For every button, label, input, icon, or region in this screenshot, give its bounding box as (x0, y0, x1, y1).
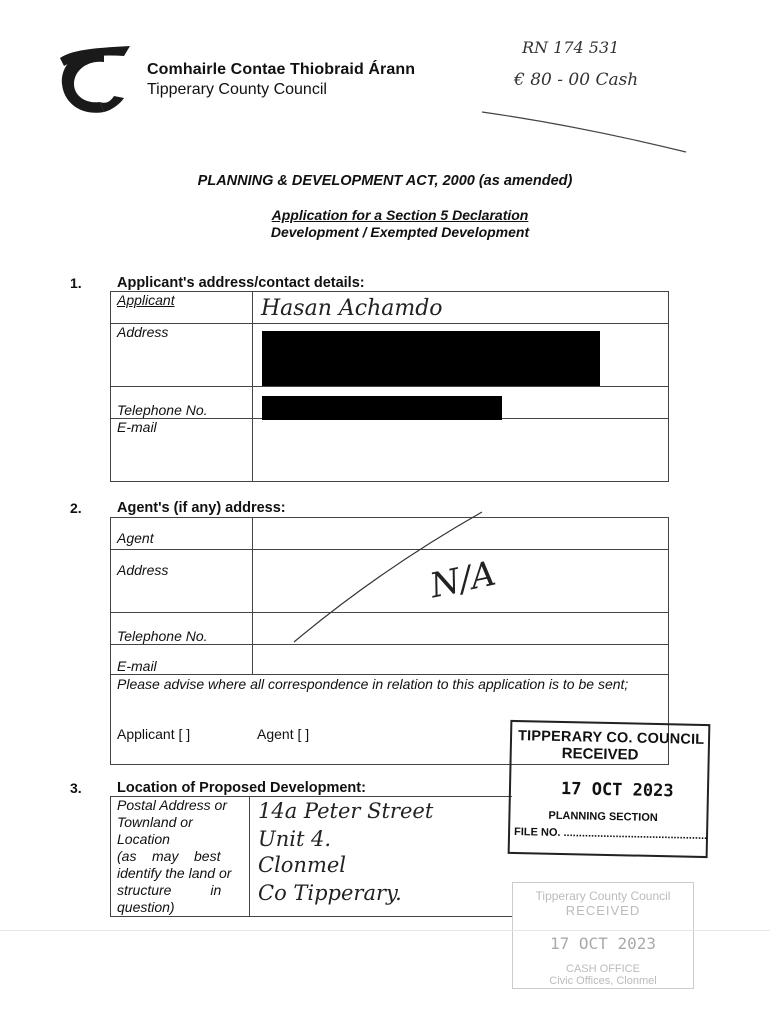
cash-stamp-address: Civic Offices, Clonmel (549, 975, 657, 987)
location-label-line: identify the land or (117, 865, 232, 881)
stamp-council-name: TIPPERARY CO. COUNCIL (517, 728, 705, 748)
location-label-line: Postal Address or (117, 797, 227, 813)
location-value-line: Unit 4. (258, 827, 332, 851)
location-value-line: Co Tipperary. (258, 881, 402, 905)
section-2-title: Agent's (if any) address: (117, 500, 286, 516)
address-field[interactable] (253, 324, 669, 387)
scan-fold-line (0, 930, 770, 931)
act-title: PLANNING & DEVELOPMENT ACT, 2000 (as amended) (197, 173, 573, 189)
council-logo-icon (52, 40, 132, 120)
redaction-bar (262, 331, 600, 386)
location-label-line: question) (117, 899, 175, 915)
applicant-details-table (110, 291, 669, 482)
handwritten-stroke (480, 98, 690, 158)
applicant-name-value: Hasan Achamdo (261, 296, 443, 321)
section-1-number: 1. (70, 275, 82, 291)
email-field[interactable] (253, 419, 669, 482)
stamp-received-label: RECEIVED (561, 745, 639, 764)
section-1-title: Applicant's address/contact details: (117, 275, 365, 291)
org-name-english: Tipperary County Council (147, 81, 327, 98)
cash-stamp-office: CASH OFFICE (566, 963, 640, 975)
cash-office-stamp (512, 882, 694, 989)
option-agent-checkbox[interactable]: Agent [ ] (257, 726, 310, 742)
location-label-line: Location (117, 831, 170, 847)
option-applicant-checkbox[interactable]: Applicant [ ] (117, 726, 191, 742)
telephone-label: Telephone No. (111, 387, 253, 419)
redaction-bar (262, 396, 502, 420)
location-value-line: 14a Peter Street (258, 799, 434, 823)
location-label-line: structure in (117, 882, 222, 898)
cash-stamp-council: Tipperary County Council (535, 889, 671, 903)
form-subtitle: Application for a Section 5 Declaration (271, 207, 529, 223)
not-applicable-mark: N/A (426, 553, 500, 607)
location-field[interactable] (250, 797, 513, 917)
location-value-line: Clonmel (258, 853, 347, 877)
applicant-field[interactable] (253, 292, 669, 324)
cash-stamp-date: 17 OCT 2023 (550, 934, 656, 953)
section-3-title: Location of Proposed Development: (117, 780, 366, 796)
stamp-section: PLANNING SECTION (548, 809, 658, 825)
stamp-file-number: FILE NO. ............................................... (513, 826, 708, 843)
address-label: Address (111, 324, 253, 387)
correspondence-note: Please advise where all correspondence in relation to this application is to be sent; (117, 676, 629, 692)
telephone-field[interactable] (253, 387, 669, 419)
agent-telephone-label: Telephone No. (111, 613, 253, 645)
handwritten-fee: € 80 - 00 Cash (514, 70, 639, 90)
location-label (111, 797, 250, 917)
handwritten-reference: RN 174 531 (522, 38, 620, 57)
location-table (110, 796, 512, 917)
org-name-irish: Comhairle Contae Thiobraid Árann (147, 61, 416, 78)
agent-address-label: Address (111, 550, 253, 613)
email-label: E-mail (111, 419, 253, 482)
agent-label: Agent (111, 518, 253, 550)
form-subtitle-2: Development / Exempted Development (270, 224, 530, 240)
agent-email-field[interactable] (253, 645, 669, 675)
agent-email-label: E-mail (111, 645, 253, 675)
location-label-line: (as may best (117, 848, 221, 864)
stamp-date: 17 OCT 2023 (560, 778, 674, 802)
received-stamp (508, 720, 711, 858)
applicant-label: Applicant (111, 292, 253, 324)
section-2-number: 2. (70, 500, 82, 516)
section-3-number: 3. (70, 780, 82, 796)
location-label-line: Townland or (117, 814, 193, 830)
cash-stamp-received: RECEIVED (565, 903, 641, 918)
